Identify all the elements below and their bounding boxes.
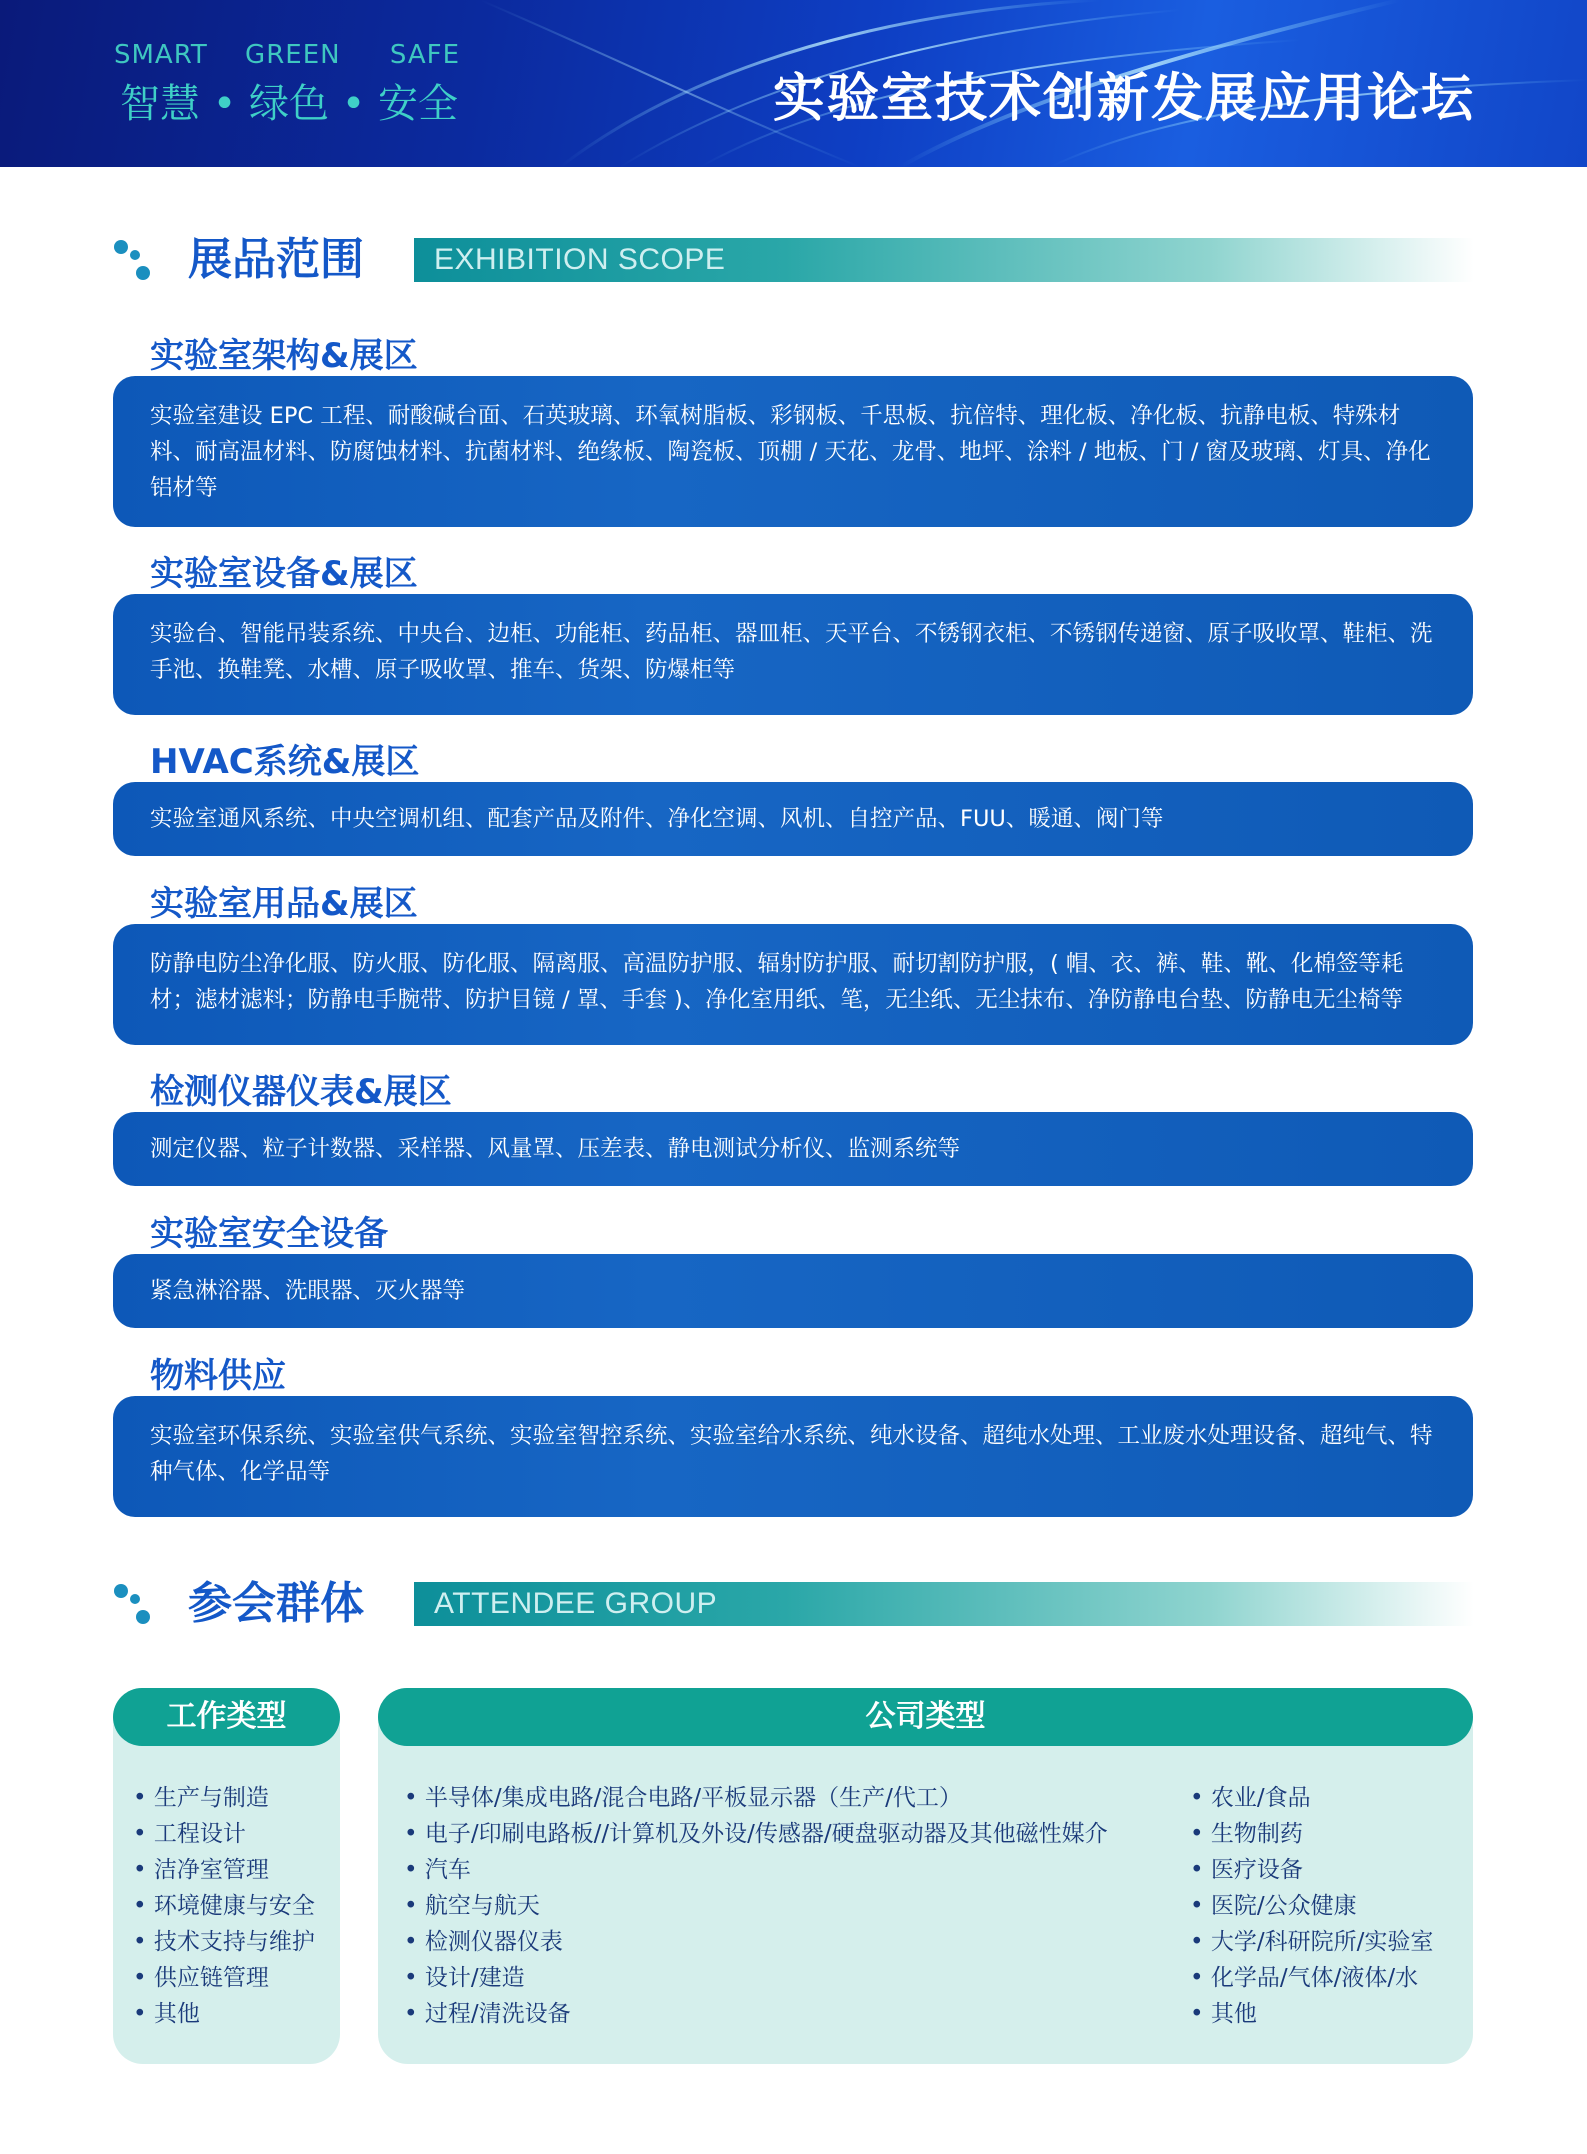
list-item: • 生物制药 [1190,1816,1433,1852]
category-box: 测定仪器、粒子计数器、采样器、风量罩、压差表、静电测试分析仪、监测系统等 [113,1112,1473,1186]
list-item: • 过程/清洗设备 [404,1996,1108,2032]
category-box: 实验室通风系统、中央空调机组、配套产品及附件、净化空调、风机、自控产品、FUU、暖通、阀门等 [113,782,1473,856]
list-item: • 航空与航天 [404,1888,1108,1924]
exhibition-section-header [112,230,1472,290]
list-item: • 环境健康与安全 [133,1888,315,1924]
page-title: 实验室技术创新发展应用论坛 [772,69,1475,129]
list-item: • 其他 [133,1996,315,2032]
tagline-safe: SAFE [389,40,460,70]
list-item: • 医院/公众健康 [1190,1888,1433,1924]
category-box: 紧急淋浴器、洗眼器、灭火器等 [113,1254,1473,1328]
list-item: • 洁净室管理 [133,1852,315,1888]
list-item: • 技术支持与维护 [133,1924,315,1960]
category-title: 检测仪器仪表&展区 [150,1072,452,1112]
list-item: • 化学品/气体/液体/水 [1190,1960,1433,1996]
list-item: • 其他 [1190,1996,1433,2032]
company-type-title: 公司类型 [378,1688,1473,1746]
category-title: 实验室安全设备 [150,1214,388,1254]
attendee-section-header [112,1574,1472,1634]
category-title: HVAC系统&展区 [150,742,420,782]
list-item: • 供应链管理 [133,1960,315,1996]
list-item: • 农业/食品 [1190,1780,1433,1816]
list-item: • 汽车 [404,1852,1108,1888]
category-title: 实验室用品&展区 [150,884,418,924]
list-item: • 生产与制造 [133,1780,315,1816]
tagline-smart: SMART [114,40,208,70]
attendee-title: 参会群体 [188,1578,364,1629]
list-item: • 工程设计 [133,1816,315,1852]
tagline-chinese: 智慧 • 绿色 • 安全 [120,81,459,127]
company-type-list-left [404,1780,1108,2032]
dots-icon [112,238,156,282]
category-box: 防静电防尘净化服、防火服、防化服、隔离服、高温防护服、辐射防护服、耐切割防护服，( 帽、衣、裤、鞋、靴、化棉签等耗材；滤材滤料；防静电手腕带、防护目镜 / 罩、手套 )、净化室用纸、笔，无尘纸、无尘抹布、净防静电台垫、防静电无尘椅等 [113,924,1473,1045]
attendee-title-en: ATTENDEE GROUP [434,1587,718,1620]
exhibition-title-bar [414,238,1474,282]
company-type-list-right [1190,1780,1433,2032]
category-box: 实验室环保系统、实验室供气系统、实验室智控系统、实验室给水系统、纯水设备、超纯水处理、工业废水处理设备、超纯气、特种气体、化学品等 [113,1396,1473,1517]
category-box: 实验台、智能吊装系统、中央台、边柜、功能柜、药品柜、器皿柜、天平台、不锈钢衣柜、不锈钢传递窗、原子吸收罩、鞋柜、洗手池、换鞋凳、水槽、原子吸收罩、推车、货架、防爆柜等 [113,594,1473,715]
category-title: 实验室架构&展区 [150,336,418,376]
work-type-list [133,1780,315,2032]
dots-icon [112,1582,156,1626]
list-item: • 检测仪器仪表 [404,1924,1108,1960]
tagline-english [114,40,460,70]
category-box: 实验室建设 EPC 工程、耐酸碱台面、石英玻璃、环氧树脂板、彩钢板、千思板、抗倍特、理化板、净化板、抗静电板、特殊材料、耐高温材料、防腐蚀材料、抗菌材料、绝缘板、陶瓷板、顶棚 / 天花、龙骨、地坪、涂料 / 地板、门 / 窗及玻璃、灯具、净化铝材等 [113,376,1473,527]
category-title: 物料供应 [150,1356,286,1396]
list-item: • 半导体/集成电路/混合电路/平板显示器（生产/代工） [404,1780,1108,1816]
attendee-title-bar [414,1582,1474,1626]
list-item: • 设计/建造 [404,1960,1108,1996]
work-type-panel [113,1688,340,2064]
company-type-panel [378,1688,1473,2064]
header-banner [0,0,1587,167]
tagline-green: GREEN [245,40,341,70]
list-item: • 电子/印刷电路板//计算机及外设/传感器/硬盘驱动器及其他磁性媒介 [404,1816,1108,1852]
exhibition-title-en: EXHIBITION SCOPE [434,243,726,276]
list-item: • 医疗设备 [1190,1852,1433,1888]
list-item: • 大学/科研院所/实验室 [1190,1924,1433,1960]
work-type-title: 工作类型 [113,1688,340,1746]
exhibition-title: 展品范围 [188,234,364,285]
category-title: 实验室设备&展区 [150,554,418,594]
